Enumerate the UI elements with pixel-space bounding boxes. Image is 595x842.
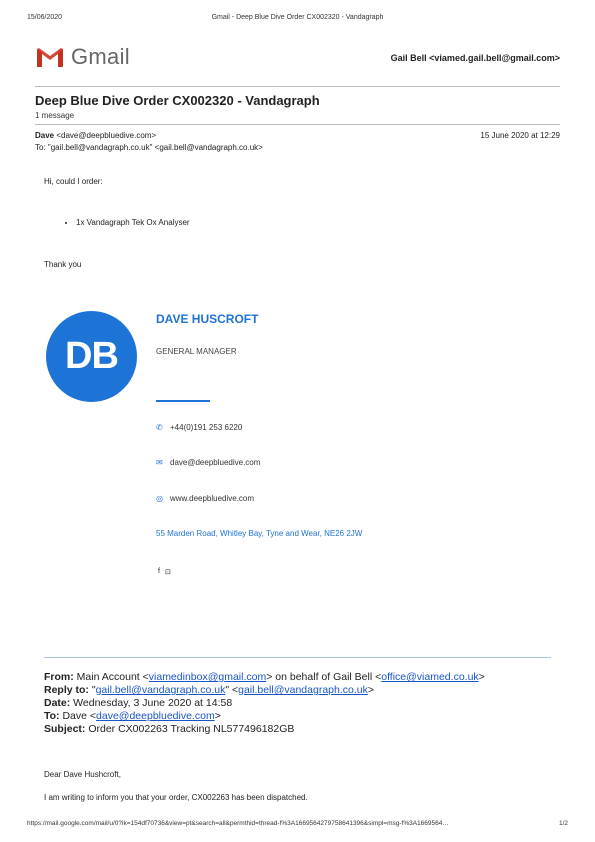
forward-to-label: To: [44,710,60,722]
facebook-icon[interactable]: f [158,568,160,575]
signature-name: DAVE HUSCROFT [156,312,259,326]
forward-replyto-text: " < [225,684,239,696]
forward-replyto-text: " [88,684,96,696]
forward-to-text: > [214,710,221,722]
phone-number: +44(0)191 253 6220 [170,423,243,432]
message-date: 15 June 2020 at 12:29 [480,131,560,140]
gmail-envelope-icon [35,45,65,69]
forward-salutation: Dear Dave Hushcroft, [44,770,121,779]
forward-from-link[interactable]: viamedinbox@gmail.com [148,671,267,683]
signature-website[interactable] [156,494,254,503]
message-sender [35,131,156,140]
forward-subject-value: Order CX002263 Tracking NL577496182GB [85,723,295,735]
forward-to-text: Dave < [59,710,97,722]
order-list [60,218,190,227]
website-url: www.deepbluedive.com [170,494,255,503]
forward-replyto-label: Reply to: [44,684,89,696]
forward-body-line: I am writing to inform you that your order, CX002263 has been dispatched. [44,793,308,802]
forward-from-text: > on behalf of Gail Bell < [266,671,382,683]
signature-address[interactable]: 55 Marden Road, Whitley Bay, Tyne and Wear, NE26 2JW [156,529,363,538]
email-address: dave@deepbluedive.com [170,458,261,467]
forward-from-text: Main Account < [73,671,149,683]
forward-from-label: From: [44,671,74,683]
thread-subject: Deep Blue Dive Order CX002320 - Vandagraph [35,93,320,108]
sender-name: Dave [35,131,55,140]
forward-from [44,671,485,683]
page-number: 1/2 [558,820,568,827]
forward-replyto-text: > [367,684,374,696]
social-links [158,568,171,576]
forward-date-value: Wednesday, 3 June 2020 at 14:58 [70,697,233,709]
gmail-logo[interactable] [35,44,130,70]
account-info: Gail Bell <viamed.gail.bell@gmail.com> [390,53,560,63]
message-recipient: To: "gail.bell@vandagraph.co.uk" <gail.bell@vandagraph.co.uk> [35,143,263,152]
message-count: 1 message [35,111,75,120]
forward-to [44,710,221,722]
gmail-brand: Gmail [71,44,130,69]
company-logo-avatar: DB [46,311,137,402]
globe-icon: ◎ [156,494,163,503]
forward-from-link-2[interactable]: office@viamed.co.uk [381,671,479,683]
sender-email: <dave@deepbluedive.com> [56,131,157,140]
instagram-icon[interactable]: ⊡ [164,569,171,576]
forward-replyto [44,684,374,696]
forward-subject [44,723,294,735]
print-date: 15/06/2020 [27,14,63,21]
greeting: Hi, could I order: [44,177,103,186]
signature-accent-bar [156,400,210,402]
forward-date [44,697,232,709]
forward-to-link[interactable]: dave@deepbluedive.com [96,710,215,722]
order-item: • 1x Vandagraph Tek Ox Analyser [76,218,190,227]
envelope-icon: ✉ [156,458,163,467]
divider [35,124,560,125]
signature-phone[interactable] [156,423,242,432]
signature-email[interactable] [156,458,260,467]
signature-role: GENERAL MANAGER [156,347,237,356]
forward-from-text: > [478,671,485,683]
phone-icon: ✆ [156,423,163,432]
print-title: Gmail - Deep Blue Dive Order CX002320 - Vandagraph [211,14,384,21]
forward-divider [44,657,551,658]
forward-replyto-link-2[interactable]: gail.bell@vandagraph.co.uk [238,684,368,696]
forward-subject-label: Subject: [44,723,86,735]
forward-date-label: Date: [44,697,71,709]
forward-replyto-link[interactable]: gail.bell@vandagraph.co.uk [95,684,226,696]
divider [35,86,560,87]
closing: Thank you [44,260,82,269]
print-url: https://mail.google.com/mail/u/0?ik=154df70736&view=pt&search=all&permthid=thread-f%3A1669564279758641396&simpl=msg-f%3A1669564… [27,820,449,827]
